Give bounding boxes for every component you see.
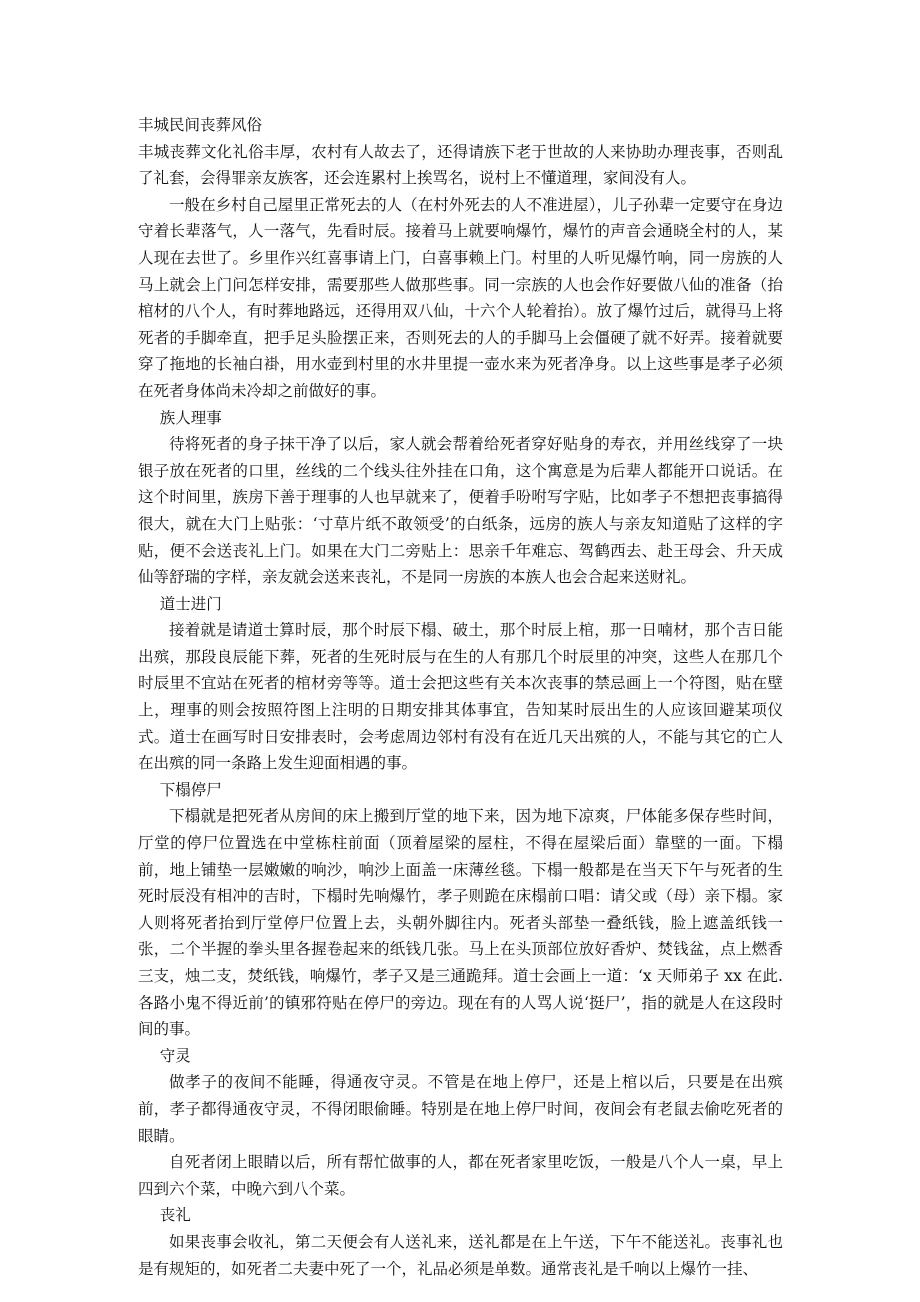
paragraph: 做孝子的夜间不能睡，得通夜守灵。不管是在地上停尸，还是上棺以后，只要是在出殡前，孝子都得通夜守灵，不得闭眼偷睡。特别是在地上停尸时间，夜间会有老鼠去偷吃死者的眼睛。: [138, 1073, 783, 1145]
paragraph: 一般在乡村自己屋里正常死去的人（在村外死去的人不准进屋），儿子孙辈一定要守在身边守着长辈落气，人一落气，先看时辰。接着马上就要响爆竹，爆竹的声音会通晓全村的人，某人现在去世了。乡里作兴红喜事请上门，白喜事赖上门。村里的人听见爆竹响，同一房族的人马上就会上门问怎样安排，需要那些人做那些事。同一宗族的人也会作好要做八仙的准备（抬棺材的八个人，有时葬地路远，还得用双八仙，十六个人轮着抬）。放了爆竹过后，就得马上将死者的手脚牵直，把手足头脸摆正来，否则死去的人的手脚马上会僵硬了就不好弄。接着就要穿了拖地的长袖白褂，用水壶到村里的水井里提一壶水来为死者净身。以上这些事是孝子必须在死者身体尚未冷却之前做好的事。: [138, 195, 783, 400]
paragraph: 下榻就是把死者从房间的床上搬到厅堂的地下来，因为地下凉爽，尸体能多保存些时间，厅堂的停尸位置选在中堂栋柱前面（顶着屋梁的屋柱，不得在屋梁后面）靠壁的一面。下榻前，地上铺垫一层嫩嫩的响沙，响沙上面盖一床薄丝毯。下榻一般都是在当天下午与死者的生死时辰没有相冲的吉时，下榻时先响爆竹，孝子则跪在床榻前口唱：请父或（母）亲下榻。家人则将死者抬到厅堂停尸位置上去，头朝外脚往内。死者头部垫一叠纸钱，脸上遮盖纸钱一张，二个半握的拳头里各握卷起来的纸钱几张。马上在头顶部位放好香炉、焚钱盆，点上燃香三支，烛二支，焚纸钱，响爆竹，孝子又是三通跪拜。道士会画上一道：‘x 天师弟子 xx 在此.各路小鬼不得近前’的镇邪符贴在停尸的旁边。现在有的人骂人说‘挺尸’，指的就是人在这段时间的事。: [138, 807, 783, 1039]
section-heading: 道士进门: [159, 594, 222, 613]
paragraph: 如果丧事会收礼，第二天便会有人送礼来，送礼都是在上午送，下午不能送礼。丧事礼也是有规矩的，如死者二夫妻中死了一个，礼品必须是单数。通常丧礼是千响以上爆竹一挂、: [138, 1232, 783, 1278]
document-title: 丰城民间丧葬风俗: [138, 116, 263, 134]
section-heading: 族人理事: [159, 408, 222, 427]
paragraph: 待将死者的身子抹干净了以后，家人就会帮着给死者穿好贴身的寿衣，并用丝线穿了一块银子放在死者的口里，丝线的二个线头往外挂在口角，这个寓意是为后辈人都能开口说话。在这个时间里，族房下善于理事的人也早就来了，便着手吩咐写字贴，比如孝子不想把丧事搞得很大，就在大门上贴张：‘寸草片纸不敢领受’的白纸条，远房的族人与亲友知道贴了这样的字贴，便不会送丧礼上门。如果在大门二旁贴上：思亲千年难忘、驾鹤西去、赴王母会、升天成仙等舒瑞的字样，亲友就会送来丧礼，不是同一房族的本族人也会合起来送财礼。: [138, 435, 783, 587]
document-body: [138, 112, 783, 1282]
section-heading: 下榻停尸: [159, 780, 222, 799]
section-heading: 丧礼: [159, 1206, 191, 1225]
paragraph-intro: 丰城丧葬文化礼俗丰厚，农村有人故去了，还得请族下老于世故的人来协助办理丧事，否则乱了礼套，会得罪亲友族客，还会连累村上挨骂名，说村上不懂道理，家间没有人。: [138, 142, 783, 188]
section-heading: 守灵: [159, 1046, 191, 1065]
paragraph: 接着就是请道士算时辰，那个时辰下榻、破土，那个时辰上棺，那一日喃材，那个吉日能出殡，那段良辰能下葬，死者的生死时辰与在生的人有那几个时辰里的冲突，这些人在那几个时辰里不宜站在死者的棺材旁等等。道士会把这些有关本次丧事的禁忌画上一个符图，贴在壁上，理事的则会按照符图上注明的日期安排其体事宜，告知某时辰出生的人应该回避某项仪式。道士在画写时日安排表时，会考虑周边邻村有没有在近几天出殡的人，不能与其它的亡人在出殡的同一条路上发生迎面相遇的事。: [138, 621, 783, 773]
paragraph: 自死者闭上眼睛以后，所有帮忙做事的人，都在死者家里吃饭，一般是八个人一桌，早上四到六个菜，中晚六到八个菜。: [138, 1153, 783, 1198]
